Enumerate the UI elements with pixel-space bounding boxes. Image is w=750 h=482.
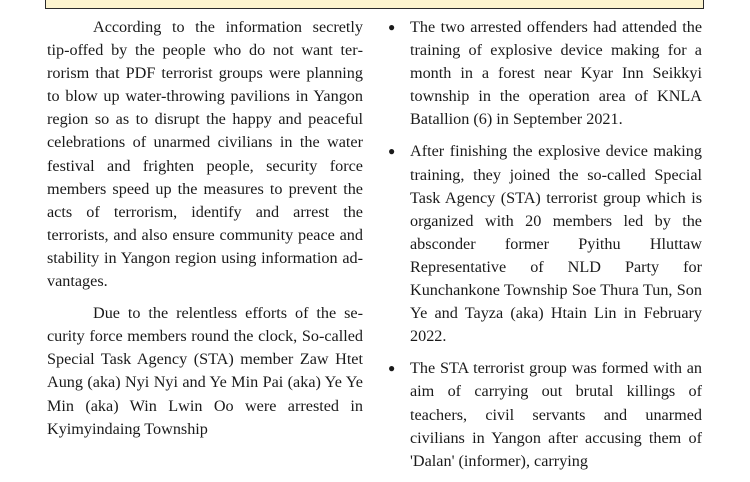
right-column [381, 16, 702, 482]
bullet-icon: ● [388, 361, 396, 376]
bullet-text: The STA terrorist group was formed with an aim of carrying out brutal killings of teachers, civil servants and unarmed civilians in Yangon after accusing them of 'Dalan' (informer), carrying [410, 359, 702, 470]
bullet-item [381, 357, 702, 472]
bullet-icon: ● [388, 144, 396, 159]
article-paragraph: Due to the relentless efforts of the security force members round the clock, So-called Special Task Agency (STA) member Zaw Htet Aung (aka) Nyi Nyi and Ye Min Pai (aka) Ye Ye Min (aka) Win Lwin Oo were arrested in Kyimyindaing Township [47, 304, 363, 438]
bullet-item [381, 16, 702, 131]
bullet-list [381, 16, 702, 473]
bullet-text: The two arrested offenders had attended the training of explosive device making for a month in a forest near Kyar Inn Seikkyi township in the operation area of KNLA Batallion (6) in September 2021. [410, 18, 702, 129]
bullet-text: After finishing the explosive device making training, they joined the so-called Special Task Agency (STA) terrorist group which is organized with 20 members led by the absconder former Pyithu Hluttaw Representative of NLD Party for Kunchankone Township Soe Thura Tun, Son Ye and Tayza (aka) Htain Lin in February 2022. [410, 142, 702, 346]
left-column [47, 16, 363, 450]
bullet-item [381, 140, 702, 348]
header-banner [45, 0, 704, 9]
article-paragraph: According to the information secretly tip-offed by the people who do not want terrorism that PDF terrorist groups were planning to blow up water-throwing pavilions in Yangon region so as to disrupt the happy and peaceful celebrations of unarmed civilians in the water festival and frighten people, security force members speed up the measures to prevent the acts of terrorism, identify and arrest the terrorists, and also ensure community peace and stability in Yangon region using information advantages. [47, 18, 363, 291]
bullet-icon: ● [388, 20, 396, 34]
